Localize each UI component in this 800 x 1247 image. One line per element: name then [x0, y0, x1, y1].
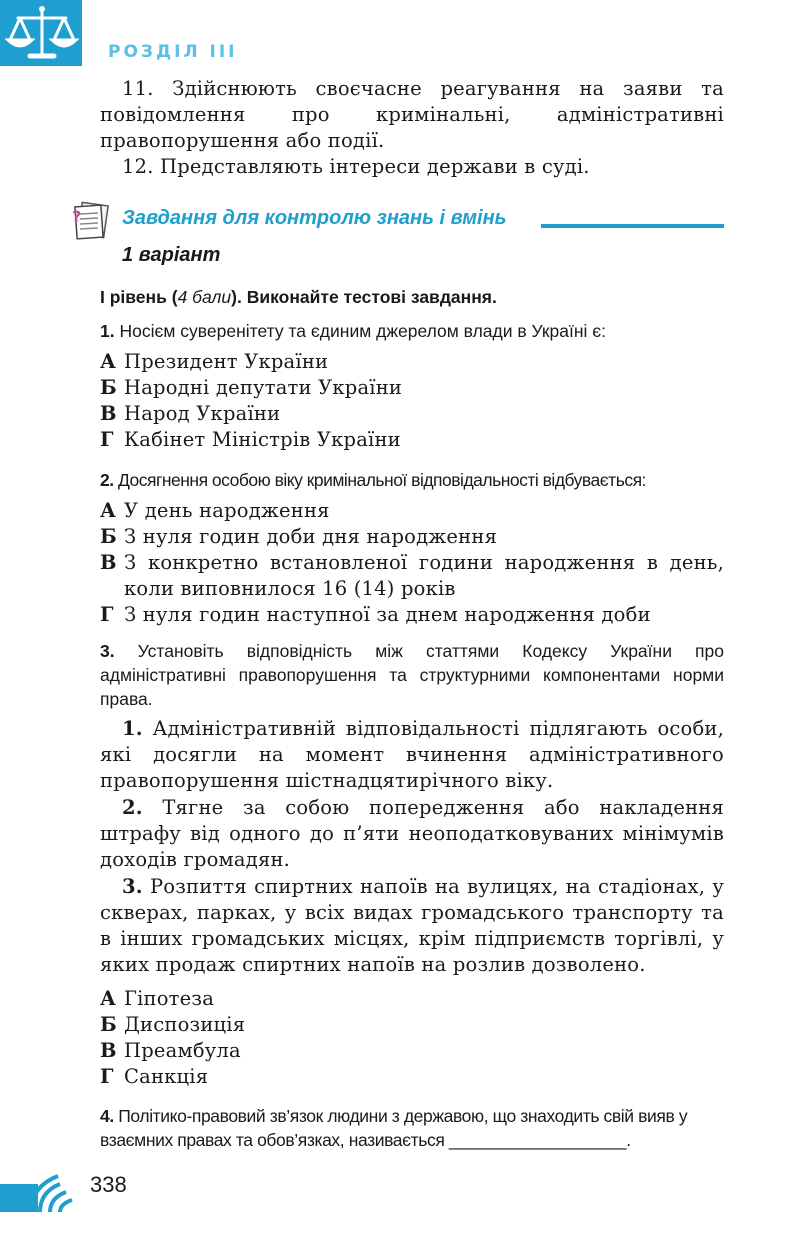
question-1 — [100, 319, 724, 343]
question-number: 3. — [100, 641, 115, 661]
option-text: Санкція — [124, 1065, 209, 1088]
statement-number: 1. — [122, 717, 143, 740]
q3-statement-1 — [100, 716, 724, 794]
option-letter: Г — [100, 1065, 114, 1088]
option-text: Народ України — [124, 402, 281, 425]
option-text: Гіпотеза — [124, 987, 215, 1010]
option-text: Преамбула — [124, 1039, 241, 1062]
option-letter: Г — [100, 428, 114, 451]
option-letter: В — [100, 1039, 117, 1062]
q3-statement-3 — [100, 874, 724, 978]
level-prefix: І рівень ( — [100, 287, 178, 307]
arc-lines-icon — [0, 1158, 80, 1212]
statement-number: 3. — [122, 875, 143, 898]
option-text: Диспозиція — [124, 1013, 246, 1036]
option-text: З нуля годин наступної за днем народження доби — [124, 603, 651, 626]
question-end: . — [626, 1130, 631, 1150]
level-close: ). — [231, 287, 247, 307]
option-letter: А — [100, 499, 117, 522]
option-letter: В — [100, 402, 117, 425]
footer-decoration — [0, 1158, 80, 1212]
question-number: 4. — [100, 1106, 114, 1126]
question-4 — [100, 1104, 724, 1152]
option-letter: А — [100, 987, 117, 1010]
title-rule — [541, 224, 724, 228]
statement-text: Тягне за собою попередження або накладення штрафу від одного до п’яти неоподатковуваних мінімумів доходів громадян. — [100, 796, 724, 871]
option-text: Президент України — [124, 350, 329, 373]
task-icon-wrapper — [70, 200, 112, 242]
variant-label: 1 варіант — [122, 244, 221, 266]
level-instruction — [100, 285, 724, 309]
question-number: 1. — [100, 321, 115, 341]
level-instruction-text: Виконайте тестові завдання. — [246, 287, 497, 307]
option-letter: Б — [100, 525, 117, 548]
question-text: Політико-правовий зв’язок людини з державою, що знаходить свій вияв у взаємних правах та обов’язках, називається — [100, 1106, 688, 1150]
notebook-icon — [70, 200, 112, 242]
option-text: Кабінет Міністрів України — [124, 428, 401, 451]
option-text: З конкретно встановленої години народження в день, коли виповнилося 16 (14) років — [124, 551, 724, 600]
question-2 — [100, 468, 724, 492]
q3-statement-2 — [100, 795, 724, 873]
option-letter: А — [100, 350, 117, 373]
option-text: У день народження — [124, 499, 330, 522]
statement-text: Розпиття спиртних напоїв на вулицях, на стадіонах, у скверах, парках, у всіх видах громадського транспорту та в інших громадських місцях, крім підприємств торгівлі, у яких продаж спиртних напоїв на розлив дозволено. — [100, 875, 724, 976]
option-text: З нуля годин доби дня народження — [124, 525, 498, 548]
section-label: РОЗДІЛ III — [108, 42, 238, 62]
svg-text:?: ? — [72, 207, 82, 226]
scales-of-justice-icon — [0, 0, 82, 66]
task-title: Завдання для контролю знань і вмінь — [122, 207, 507, 229]
level-points: 4 бали — [177, 287, 232, 307]
question-text: Досягнення особою віку кримінальної відповідальності відбувається: — [113, 470, 646, 490]
answer-blank: ___________________ — [448, 1130, 627, 1150]
option-letter: В — [100, 551, 117, 574]
question-text: Носієм суверенітету та єдиним джерелом влади в Україні є: — [114, 321, 607, 341]
option-text: Народні депутати України — [124, 376, 403, 399]
intro-item-11: 11. Здійснюють своєчасне реагування на заяви та повідомлення про кримінальні, адміністративні правопорушення або події. — [100, 77, 724, 152]
option-letter: Г — [100, 603, 114, 626]
statement-number: 2. — [122, 796, 143, 819]
option-letter: Б — [100, 1013, 117, 1036]
intro-item-12: 12. Представляють інтереси держави в суді. — [122, 155, 590, 178]
option-letter: Б — [100, 376, 117, 399]
section-logo — [0, 0, 82, 66]
question-text: Установіть відповідність між статтями Кодексу України про адміністративні правопорушення та структурними компонентами норми права. — [100, 641, 724, 709]
page-number: 338 — [90, 1172, 127, 1197]
question-number: 2. — [100, 470, 114, 490]
statement-text: Адміністративній відповідальності підлягають особи, які досягли на момент вчинення адміністративного правопорушення шістнадцятирічного віку. — [100, 717, 724, 792]
question-3 — [100, 639, 724, 711]
